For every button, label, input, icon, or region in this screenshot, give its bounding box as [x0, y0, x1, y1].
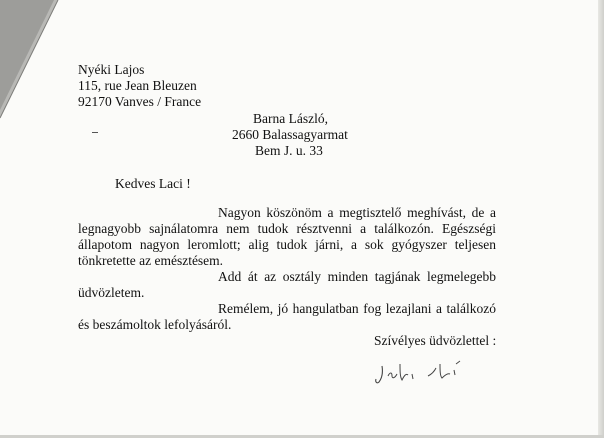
- paragraph-2-line-2: üdvözletem.: [78, 285, 145, 300]
- recipient-city: 2660 Balassagyarmat: [232, 127, 348, 142]
- paragraph-3-line-1: Remélem, jó hangulatban fog lezajlani a találkozó: [218, 301, 496, 316]
- scan-edge-right: [598, 0, 604, 438]
- paragraph-1-line-2: legnagyobb sajnálatomra nem tudok résztvenni a találkozón. Egészségi: [78, 221, 496, 236]
- paragraph-1-line-1: Nagyon köszönöm a megtisztelő meghívást, de a: [218, 205, 496, 220]
- greeting: Kedves Laci !: [115, 176, 191, 191]
- sender-street: 115, rue Jean Bleuzen: [78, 78, 197, 93]
- margin-mark: [92, 132, 98, 133]
- paragraph-1-line-3: állapotom nagyon leromlott; alig tudok járni, a sok gyógyszer teljesen: [78, 237, 496, 252]
- closing: Szívélyes üdvözlettel :: [374, 333, 497, 348]
- paragraph-2-line-1: Add át az osztály minden tagjának legmelegebb: [218, 269, 496, 284]
- paragraph-1-line-4: tönkretette az emésztésem.: [78, 253, 224, 268]
- sender-city: 92170 Vanves / France: [78, 94, 202, 109]
- handwritten-signature: [370, 356, 490, 390]
- recipient-name: Barna László,: [253, 111, 328, 126]
- sender-name: Nyéki Lajos: [78, 62, 145, 77]
- paragraph-3-line-2: és beszámoltok lefolyásáról.: [78, 317, 232, 332]
- recipient-street: Bem J. u. 33: [255, 143, 323, 158]
